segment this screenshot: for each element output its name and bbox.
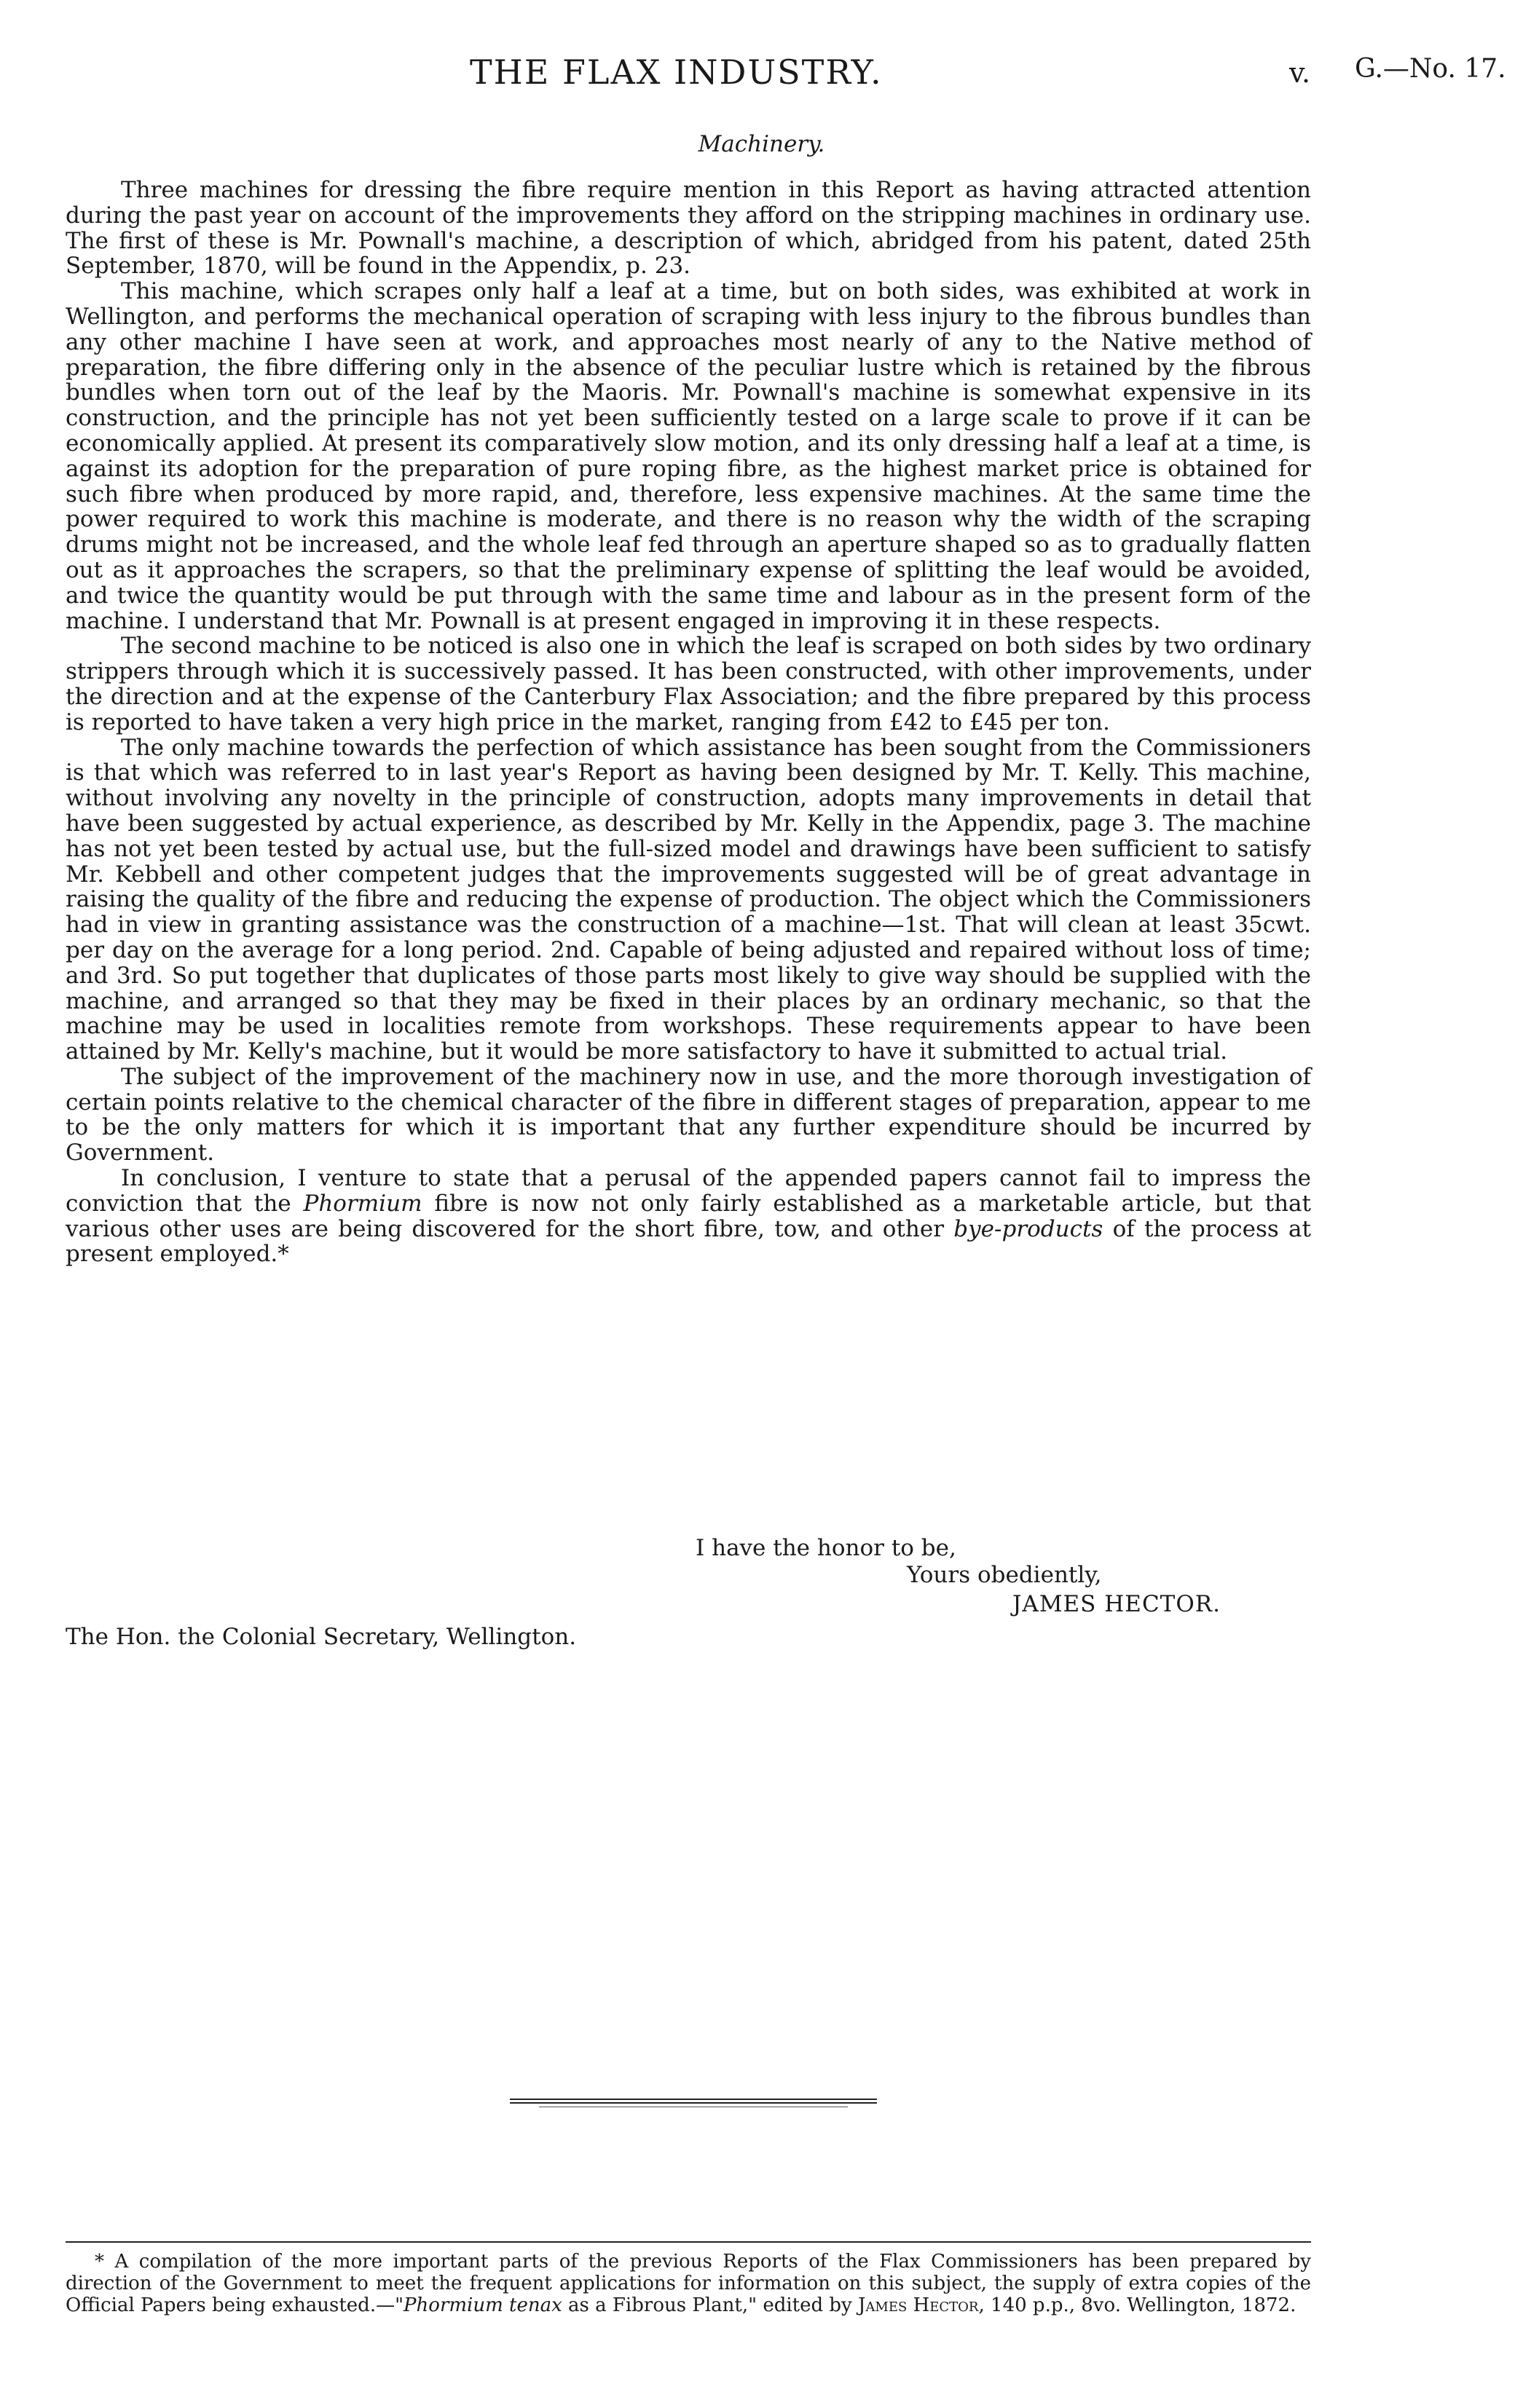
italic-term: Phormium — [303, 1190, 422, 1217]
italic-term: Phormium tenax — [404, 2294, 562, 2316]
text-run: In conclusion, I venture to state that a perusal of the appended papers cannot fail to impress the conviction that the — [66, 1165, 1311, 1217]
page-number: v. — [1289, 57, 1311, 89]
footnote-text — [66, 2251, 1311, 2316]
text-run: as a Fibrous Plant," edited by — [562, 2294, 858, 2316]
paragraph: The subject of the improvement of the machinery now in use, and the more thorough investigation of certain points relative to the chemical character of the fibre in different stages of preparation, appear to me to be the only matters for which it is important that any further expenditure should be incurred by Government. — [66, 1063, 1311, 1167]
paragraph: This machine, which scrapes only half a leaf at a time, but on both sides, was exhibited at work in Wellington, and performs the mechanical operation of scraping with less injury to the fibrous bundles than any other machine I have seen at work, and approaches most nearly of any to the Native method of preparation, the fibre differing only in the absence of the peculiar lustre which is retained by the fibrous bundles when torn out of the leaf by the Maoris. Mr. Pownall's machine is somewhat expensive in its construction, and the principle has not yet been sufficiently tested on a large scale to prove if it can be economically applied. At present its comparatively slow motion, and its only dressing half a leaf at a time, is against its adoption for the preparation of pure roping fibre, as the highest market price is obtained for such fibre when produced by more rapid, and, therefore, less expensive machines. At the same time the power required to work this machine is moderate, and there is no reason why the width of the scraping drums might not be increased, and the whole leaf fed through an aperture shaped so as to gradually flatten out as it approaches the scrapers, so that the preliminary expense of splitting the leaf would be avoided, and twice the quantity would be put through with the same time and labour as in the present form of the machine. I understand that Mr. Pownall is at present engaged in improving it in these respects. — [66, 278, 1311, 634]
closing-salutation: I have the honor to be, — [696, 1535, 956, 1561]
editor-name: James Hector — [858, 2294, 979, 2316]
italic-term: bye-products — [953, 1215, 1103, 1242]
report-body — [66, 178, 1311, 1267]
text-run: of the process at present employed.* — [66, 1215, 1311, 1268]
closing-valediction: Yours obediently, — [907, 1562, 1102, 1588]
paragraph: The only machine towards the perfection of which assistance has been sought from the Commissioners is that which was referred to in last year's Report as having been designed by Mr. T. Kelly. This machine, without involving any novelty in the principle of construction, adopts many improvements in detail that have been suggested by actual experience, as described by Mr. Kelly in the Appendix, page 3. The machine has not yet been tested by actual use, but the full-sized model and drawings have been sufficient to satisfy Mr. Kebbell and other competent judges that the improvements suggested will be of great advantage in raising the quality of the fibre and reducing the expense of production. The object which the Commissioners had in view in granting assistance was the construction of a machine—1st. That will clean at least 35cwt. per day on the average for a long period. 2nd. Capable of being adjusted and repaired without loss of time; and 3rd. So put together that duplicates of those parts most likely to give way should be supplied with the machine, and arranged so that they may be fixed in their places by an ordinary mechanic, so that the machine may be used in localities remote from workshops. These requirements appear to have been attained by Mr. Kelly's machine, but it would be more satisfactory to have it submitted to actual trial. — [66, 734, 1311, 1065]
footnote — [66, 2251, 1311, 2316]
section-heading: Machinery. — [698, 131, 825, 157]
ornamental-rule — [510, 2099, 877, 2109]
text-run: * A compilation of the more important parts of the previous Reports of the Flax Commissioners has been prepared by direction of the Government to meet the frequent applications for information on this subject, the supply of extra copies of the Official Papers being exhausted.—" — [66, 2251, 1311, 2316]
paragraph — [66, 1166, 1311, 1267]
addressee: The Hon. the Colonial Secretary, Wellington. — [66, 1624, 577, 1650]
signature: JAMES HECTOR. — [1012, 1591, 1221, 1617]
paragraph: Three machines for dressing the fibre require mention in this Report as having attracted attention during the past year on account of the improvements they afford on the stripping machines in ordinary use. The first of these is Mr. Pownall's machine, a description of which, abridged from his patent, dated 25th September, 1870, will be found in the Appendix, p. 23. — [66, 177, 1311, 280]
text-run: , 140 p.p., 8vo. Wellington, 1872. — [978, 2294, 1296, 2316]
text-run: fibre is now not only fairly established as a marketable article, but that various other uses are being discovered for the short fibre, tow, and other — [66, 1190, 1311, 1242]
document-reference: G.—No. 17. — [1355, 54, 1506, 84]
running-title: THE FLAX INDUSTRY. — [470, 52, 883, 92]
footnote-divider — [66, 2241, 1311, 2243]
paragraph: The second machine to be noticed is also one in which the leaf is scraped on both sides by two ordinary strippers through which it is successively passed. It has been constructed, with other improvements, under the direction and at the expense of the Canterbury Flax Association; and the fibre prepared by this process is reported to have taken a very high price in the market, ranging from £42 to £45 per ton. — [66, 633, 1311, 735]
